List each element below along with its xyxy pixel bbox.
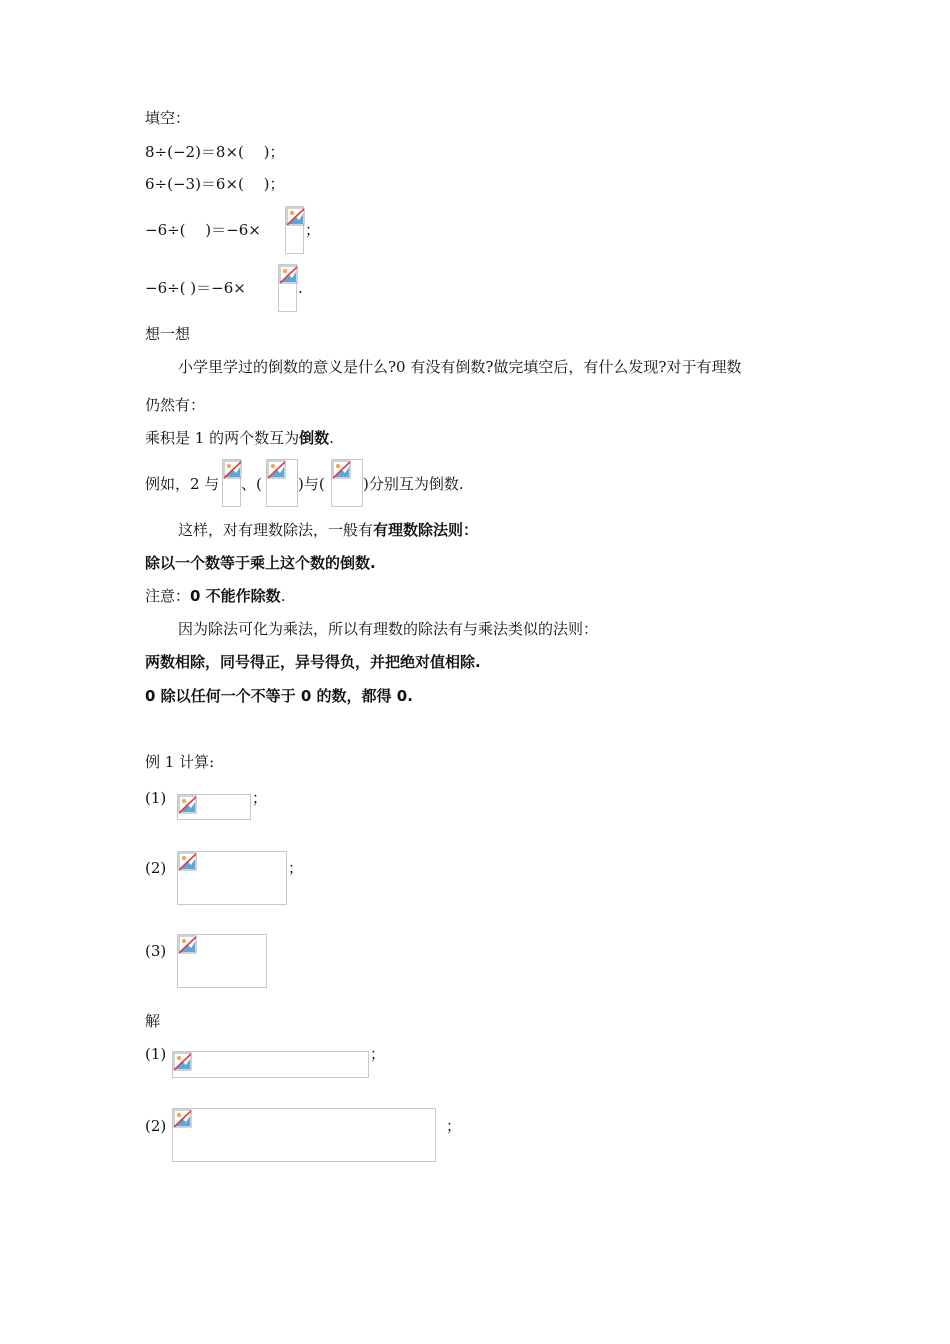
example-reciprocal-c: )与( [298,475,325,493]
division-note-label: 注意： [145,587,191,605]
question-1-end: ； [252,789,268,807]
question-1-image [177,794,251,820]
division-paragraph: 因为除法可化为乘法，所以有理数的除法有与乘法类似的法则： [178,620,599,638]
example-reciprocal-d: )分别互为倒数. [363,475,464,493]
fill-in-line-2: 6÷(−3)＝6×( )； [145,175,285,193]
fill-in-line-4-end: . [298,279,303,297]
fraction-image-1 [285,206,304,254]
division-note [145,586,285,606]
broken-image-icon [279,265,299,285]
reciprocal-image-1 [222,459,241,507]
fill-in-line-3-text: −6÷( )＝−6× [145,221,261,239]
fill-in-line-1: 8÷(−2)＝8×( )； [145,143,285,161]
reciprocal-definition-text: 乘积是 1 的两个数互为 [145,429,300,447]
fraction-image-2 [278,264,297,312]
division-rule-sign: 两数相除，同号得正，异号得负，并把绝对值相除. [145,653,481,671]
reciprocal-definition-end: . [329,429,334,447]
reciprocal-term: 倒数 [299,429,330,447]
fill-in-line-3-end: ； [305,221,321,239]
question-2-end: ； [288,859,304,877]
broken-image-icon [223,460,243,480]
question-1-label: (1) [145,789,167,807]
think-heading: 想一想 [145,325,191,343]
broken-image-icon [286,207,306,227]
think-paragraph-2: 仍然有： [145,396,206,414]
reciprocal-image-2 [266,459,298,507]
broken-image-icon [178,795,198,815]
example-reciprocal-b: 、( [241,475,262,493]
solution-1-label: (1) [145,1045,167,1063]
division-note-bold: 0 不能作除数 [190,587,281,605]
solution-heading: 解 [145,1012,161,1030]
broken-image-icon [267,460,287,480]
broken-image-icon [173,1052,193,1072]
solution-2-end: ； [446,1117,462,1135]
broken-image-icon [173,1109,193,1129]
question-2-image [177,851,287,905]
division-rule-zero: 0 除以任何一个不等于 0 的数，都得 0. [145,687,413,705]
division-rule-title: 有理数除法则： [373,521,479,539]
fill-in-heading: 填空： [145,109,191,127]
division-rule-lead-text: 这样，对有理数除法，一般有 [178,521,374,539]
broken-image-icon [332,460,352,480]
solution-2-label: (2) [145,1117,167,1135]
reciprocal-definition [145,428,334,448]
question-2-label: (2) [145,859,167,877]
division-note-end: . [280,587,286,605]
solution-2-image [172,1108,436,1162]
fill-in-line-4-text: −6÷( )＝−6× [145,279,246,297]
question-3-label: (3) [145,942,167,960]
solution-1-end: ； [370,1045,386,1063]
example-1-heading: 例 1 计算: [145,753,215,771]
solution-1-image [172,1051,369,1078]
question-3-image [177,934,267,988]
division-rule-statement: 除以一个数等于乘上这个数的倒数. [145,554,376,572]
broken-image-icon [178,852,198,872]
example-reciprocal-a: 例如，2 与 [145,475,220,493]
reciprocal-image-3 [331,459,363,507]
division-rule-lead [178,520,478,540]
think-paragraph-1: 小学里学过的倒数的意义是什么?0 有没有倒数?做完填空后，有什么发现?对于有理数 [178,358,742,376]
broken-image-icon [178,935,198,955]
